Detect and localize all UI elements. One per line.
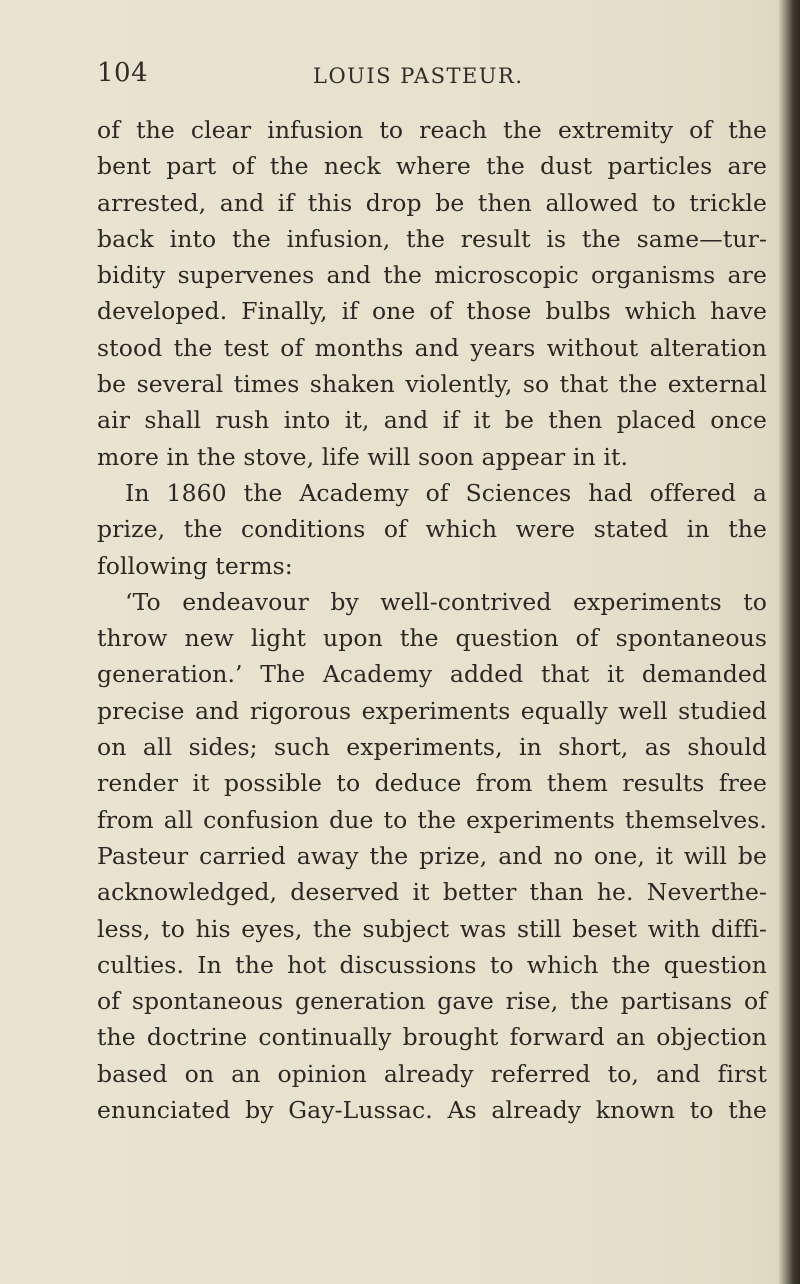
text-line: stood the test of months and years without alteration [97,333,767,362]
page-edge-shadow [778,0,800,1284]
text-line: bidity supervenes and the microscopic organisms are [97,261,767,290]
text-line: the doctrine continually brought forward an objection [97,1023,767,1052]
text-line: acknowledged, deserved it better than he. Neverthe- [97,878,767,907]
page-number: 104 [97,58,149,88]
text-line: precise and rigorous experiments equally well studied [97,696,767,725]
text-line: less, to his eyes, the subject was still beset with diffi- [97,914,767,943]
text-line: be several times shaken violently, so that the external [97,370,767,399]
text-line: following terms: [97,551,293,580]
text-line: culties. In the hot discussions to which the question [97,950,767,979]
text-line: bent part of the neck where the dust particles are [97,152,767,181]
text-line: enunciated by Gay-Lussac. As already known to the [97,1096,767,1125]
text-line: Pasteur carried away the prize, and no one, it will be [97,841,767,870]
text-line: throw new light upon the question of spontaneous [97,624,767,653]
text-line: based on an opinion already referred to, and first [97,1059,767,1088]
text-line: generation.’ The Academy added that it demanded [97,660,767,689]
text-line: In 1860 the Academy of Sciences had offered a [125,478,767,507]
body-text [97,112,767,1128]
text-line: arrested, and if this drop be then allowed to trickle [97,188,767,217]
running-title: LOUIS PASTEUR. [313,64,524,88]
text-line: of spontaneous generation gave rise, the partisans of [97,987,767,1016]
text-line: render it possible to deduce from them results free [97,769,767,798]
text-line: developed. Finally, if one of those bulbs which have [97,297,767,326]
running-head [0,58,800,92]
text-line: on all sides; such experiments, in short, as should [97,733,767,762]
text-line: prize, the conditions of which were stated in the [97,515,767,544]
text-line: air shall rush into it, and if it be then placed once [97,406,767,435]
text-line: more in the stove, life will soon appear in it. [97,442,629,471]
text-line: from all confusion due to the experiments themselves. [97,805,767,834]
text-line: ‘To endeavour by well-contrived experiments to [125,587,767,616]
text-line: of the clear infusion to reach the extremity of the [97,116,767,144]
text-line: back into the infusion, the result is the same—tur- [97,224,767,253]
